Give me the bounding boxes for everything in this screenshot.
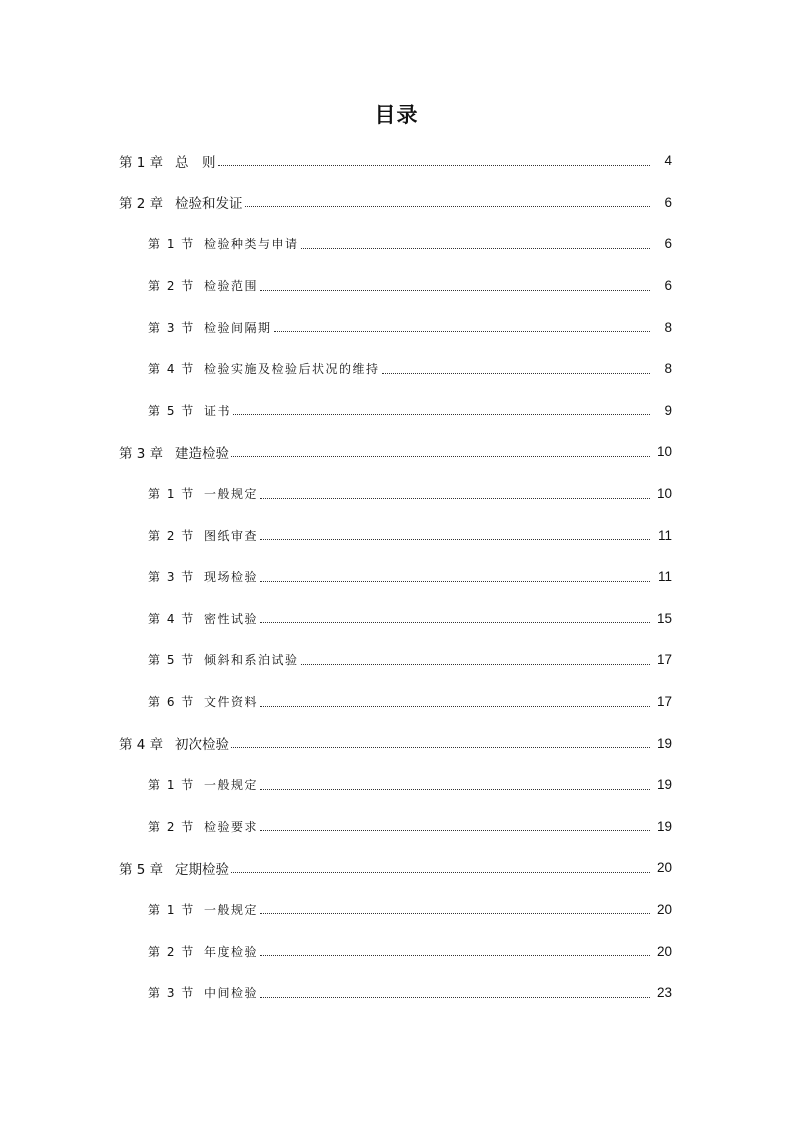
dot-leader — [301, 247, 650, 249]
toc-entry-title: 一般规定 — [204, 902, 259, 917]
toc-entry-number: 第 1 节 — [148, 237, 195, 252]
dot-leader — [274, 330, 650, 332]
toc-entry-section[interactable] — [0, 348, 793, 390]
toc-entry-title: 密性试验 — [204, 611, 259, 626]
dot-leader — [382, 372, 650, 374]
dot-leader — [245, 205, 651, 207]
toc-entry-page: 10 — [656, 444, 672, 460]
toc-entry-title: 初次检验 — [175, 737, 229, 754]
toc-entry-number: 第 3 章 — [119, 445, 164, 462]
toc-entry-title: 现场检验 — [204, 570, 259, 585]
toc-entry-title: 检验种类与申请 — [204, 237, 299, 252]
toc-entry-number: 第 2 节 — [148, 819, 195, 834]
toc-entry-number: 第 1 节 — [148, 902, 195, 917]
toc-entry-section[interactable] — [0, 223, 793, 265]
toc-entry-section[interactable] — [0, 972, 793, 1014]
toc-entry-number: 第 2 节 — [148, 279, 195, 294]
toc-entry-page: 6 — [664, 194, 672, 210]
toc-entry-section[interactable] — [0, 514, 793, 556]
toc-entry-section[interactable] — [0, 681, 793, 723]
toc-entry-title: 中间检验 — [204, 986, 259, 1001]
toc-entry-title: 总 则 — [175, 154, 216, 171]
toc-entry-chapter-3[interactable] — [0, 431, 793, 473]
toc-entry-title: 年度检验 — [204, 944, 259, 959]
toc-entry-page: 6 — [664, 278, 672, 294]
toc-entry-number: 第 2 节 — [148, 528, 195, 543]
toc-entry-section[interactable] — [0, 806, 793, 848]
toc-entry-title: 一般规定 — [204, 487, 259, 502]
dot-leader — [260, 621, 650, 623]
toc-entry-number: 第 4 章 — [119, 737, 164, 754]
toc-entry-section[interactable] — [0, 598, 793, 640]
dot-leader — [233, 413, 650, 415]
dot-leader — [260, 829, 650, 831]
toc-entry-page: 19 — [656, 777, 672, 793]
toc-entry-number: 第 5 章 — [119, 861, 164, 878]
toc-entry-section[interactable] — [0, 556, 793, 598]
toc-entry-number: 第 2 章 — [119, 196, 164, 213]
toc-entry-page: 15 — [656, 610, 672, 626]
dot-leader — [231, 455, 650, 457]
toc-entry-page: 17 — [656, 652, 672, 668]
toc-entry-title: 检验要求 — [204, 819, 259, 834]
toc-entry-chapter-1[interactable] — [0, 140, 793, 182]
toc-entry-section[interactable] — [0, 473, 793, 515]
toc-entry-page: 20 — [656, 943, 672, 959]
toc-entry-title: 一般规定 — [204, 778, 259, 793]
toc-entry-title: 建造检验 — [175, 445, 229, 462]
toc-entry-title: 证书 — [204, 403, 232, 418]
toc-entry-title: 文件资料 — [204, 695, 259, 710]
toc-entry-title: 定期检验 — [175, 861, 229, 878]
toc-entry-page: 17 — [656, 694, 672, 710]
toc-entry-number: 第 5 节 — [148, 653, 195, 668]
toc-entry-title: 检验间隔期 — [204, 320, 272, 335]
toc-entry-page: 8 — [664, 361, 672, 377]
toc-entry-number: 第 3 节 — [148, 320, 195, 335]
toc-entry-title: 检验和发证 — [175, 196, 243, 213]
toc-entry-page: 10 — [656, 486, 672, 502]
toc-entry-section[interactable] — [0, 306, 793, 348]
toc-entry-section[interactable] — [0, 930, 793, 972]
toc-entry-page: 20 — [656, 860, 672, 876]
toc-entry-title: 检验范围 — [204, 279, 259, 294]
toc-entry-page: 9 — [664, 402, 672, 418]
toc-entry-number: 第 3 节 — [148, 986, 195, 1001]
toc-entry-section[interactable] — [0, 265, 793, 307]
toc-entry-page: 11 — [657, 569, 672, 585]
toc-entry-number: 第 5 节 — [148, 403, 195, 418]
dot-leader — [301, 663, 650, 665]
toc-entry-number: 第 1 节 — [148, 487, 195, 502]
toc-entry-page: 11 — [657, 527, 672, 543]
toc-entry-page: 4 — [664, 153, 672, 169]
toc-title: 目录 — [374, 103, 419, 127]
dot-leader — [231, 871, 650, 873]
toc-entry-title: 倾斜和系泊试验 — [204, 653, 299, 668]
dot-leader — [260, 996, 650, 998]
toc-entry-title: 图纸审查 — [204, 528, 259, 543]
toc-entry-chapter-5[interactable] — [0, 847, 793, 889]
toc-entry-page: 20 — [656, 901, 672, 917]
table-of-contents — [0, 140, 793, 1013]
toc-entry-number: 第 2 节 — [148, 944, 195, 959]
dot-leader — [218, 164, 651, 166]
dot-leader — [260, 497, 650, 499]
toc-entry-section[interactable] — [0, 639, 793, 681]
toc-entry-chapter-2[interactable] — [0, 182, 793, 224]
toc-entry-section[interactable] — [0, 889, 793, 931]
toc-entry-section[interactable] — [0, 764, 793, 806]
toc-entry-number: 第 3 节 — [148, 570, 195, 585]
toc-entry-number: 第 1 节 — [148, 778, 195, 793]
dot-leader — [260, 580, 650, 582]
dot-leader — [260, 788, 650, 790]
dot-leader — [260, 538, 650, 540]
toc-entry-number: 第 1 章 — [119, 154, 164, 171]
toc-entry-chapter-4[interactable] — [0, 722, 793, 764]
dot-leader — [260, 912, 650, 914]
toc-entry-title: 检验实施及检验后状况的维持 — [204, 362, 380, 377]
dot-leader — [260, 705, 650, 707]
dot-leader — [231, 746, 650, 748]
toc-entry-page: 23 — [656, 985, 672, 1001]
dot-leader — [260, 954, 650, 956]
toc-entry-page: 6 — [664, 236, 672, 252]
toc-entry-number: 第 6 节 — [148, 695, 195, 710]
toc-entry-page: 19 — [656, 818, 672, 834]
toc-entry-page: 8 — [664, 319, 672, 335]
dot-leader — [260, 289, 650, 291]
toc-entry-number: 第 4 节 — [148, 611, 195, 626]
toc-entry-section[interactable] — [0, 390, 793, 432]
toc-entry-number: 第 4 节 — [148, 362, 195, 377]
toc-entry-page: 19 — [656, 735, 672, 751]
